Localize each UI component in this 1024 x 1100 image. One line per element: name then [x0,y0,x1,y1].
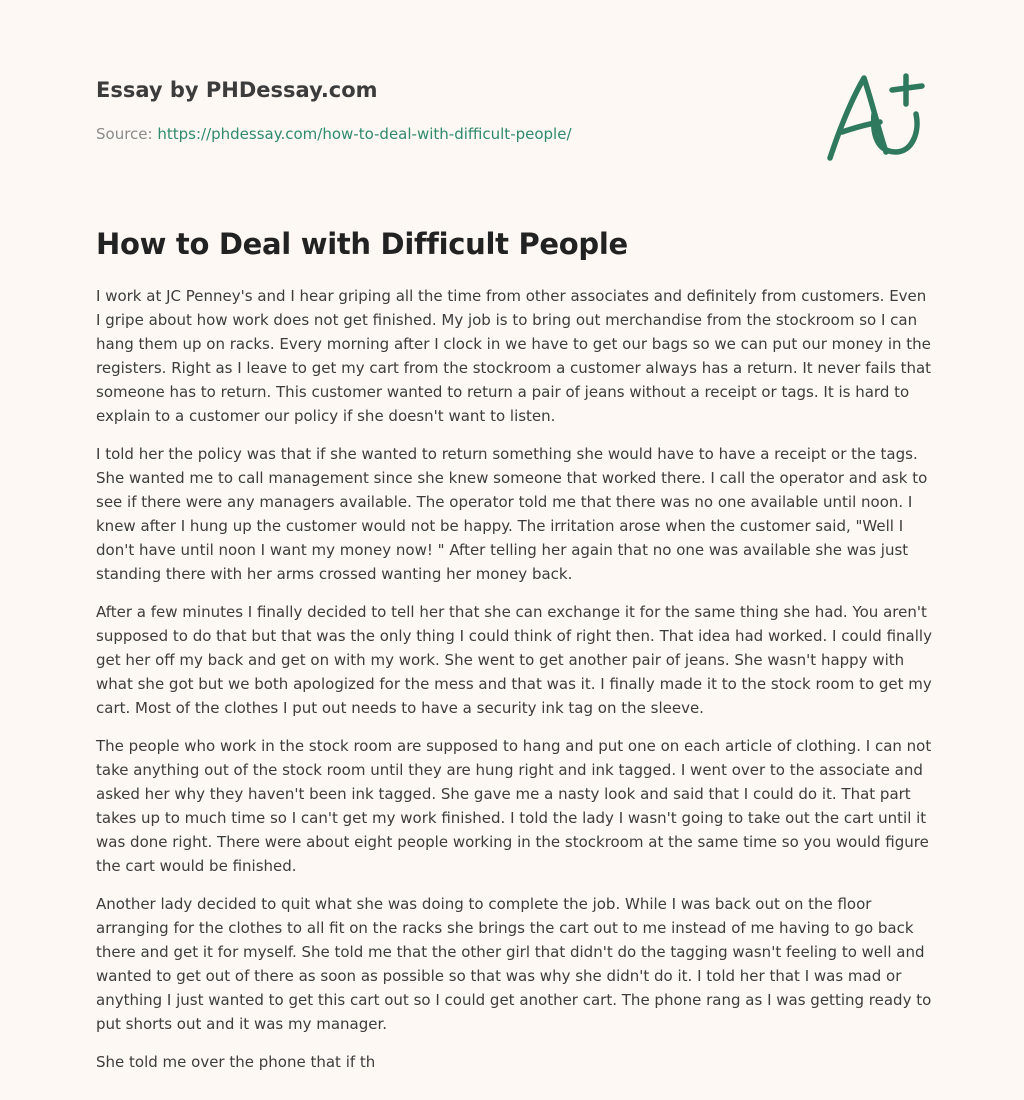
source-link[interactable]: https://phdessay.com/how-to-deal-with-difficult-people/ [157,125,572,143]
essay-header [96,76,796,144]
source-line [96,124,796,144]
essay-title: How to Deal with Difficult People [96,227,628,261]
essay-body [96,284,932,1088]
source-label: Source: [96,125,153,143]
essay-paragraph: The people who work in the stock room are supposed to hang and put one on each article of clothing. I can not take anything out of the stock room until they are hung right and ink tagged. I went over to the associate and asked her why they haven't been ink tagged. She gave me a nasty look and said that I could do it. That part takes up to much time so I can't get my work finished. I told the lady I wasn't going to take out the cart until it was done right. There were about eight people working in the stockroom at the same time so you would figure the cart would be finished. [96,737,932,875]
essay-paragraph: She told me over the phone that if th [96,1053,376,1071]
essay-paragraph: I told her the policy was that if she wanted to return something she would have to have a receipt or the tags. She wanted me to call management since she knew someone that worked there. I call the operator and ask to see if there were any managers available. The operator told me that there was no one available until noon. I knew after I hung up the customer would not be happy. The irritation arose when the customer said, "Well I don't have until noon I want my money now! " After telling her again that no one was available she was just standing there with her arms crossed wanting her money back. [96,445,928,583]
essay-paragraph: I work at JC Penney's and I hear griping all the time from other associates and definitely from customers. Even I gripe about how work does not get finished. My job is to bring out merchandise from the stockroom so I can hang them up on racks. Every morning after I clock in we have to get our bags so we can put our money in the registers. Right as I leave to get my cart from the stockroom a customer always has a return. It never fails that someone has to return. This customer wanted to return a pair of jeans without a receipt or tags. It is hard to explain to a customer our policy if she doesn't want to listen. [96,287,932,425]
site-title: Essay by PHDessay.com [96,78,378,102]
essay-paragraph: Another lady decided to quit what she was doing to complete the job. While I was back out on the floor arranging for the clothes to all fit on the racks she brings the cart out to me instead of me having to go back there and get it for myself. She told me that the other girl that didn't do the tagging wasn't feeling to well and wanted to get out of there as soon as possible so that was why she didn't do it. I told her that I was mad or anything I just wanted to get this cart out so I could get another cart. The phone rang as I was getting ready to put shorts out and it was my manager. [96,895,932,1033]
a-plus-icon [820,66,930,166]
essay-paragraph: After a few minutes I finally decided to tell her that she can exchange it for the same thing she had. You aren't supposed to do that but that was the only thing I could think of right then. That idea had worked. I could finally get her off my back and get on with my work. She went to get another pair of jeans. She wasn't happy with what she got but we both apologized for the mess and that was it. I finally made it to the stock room to get my cart. Most of the clothes I put out needs to have a security ink tag on the sleeve. [96,603,932,717]
